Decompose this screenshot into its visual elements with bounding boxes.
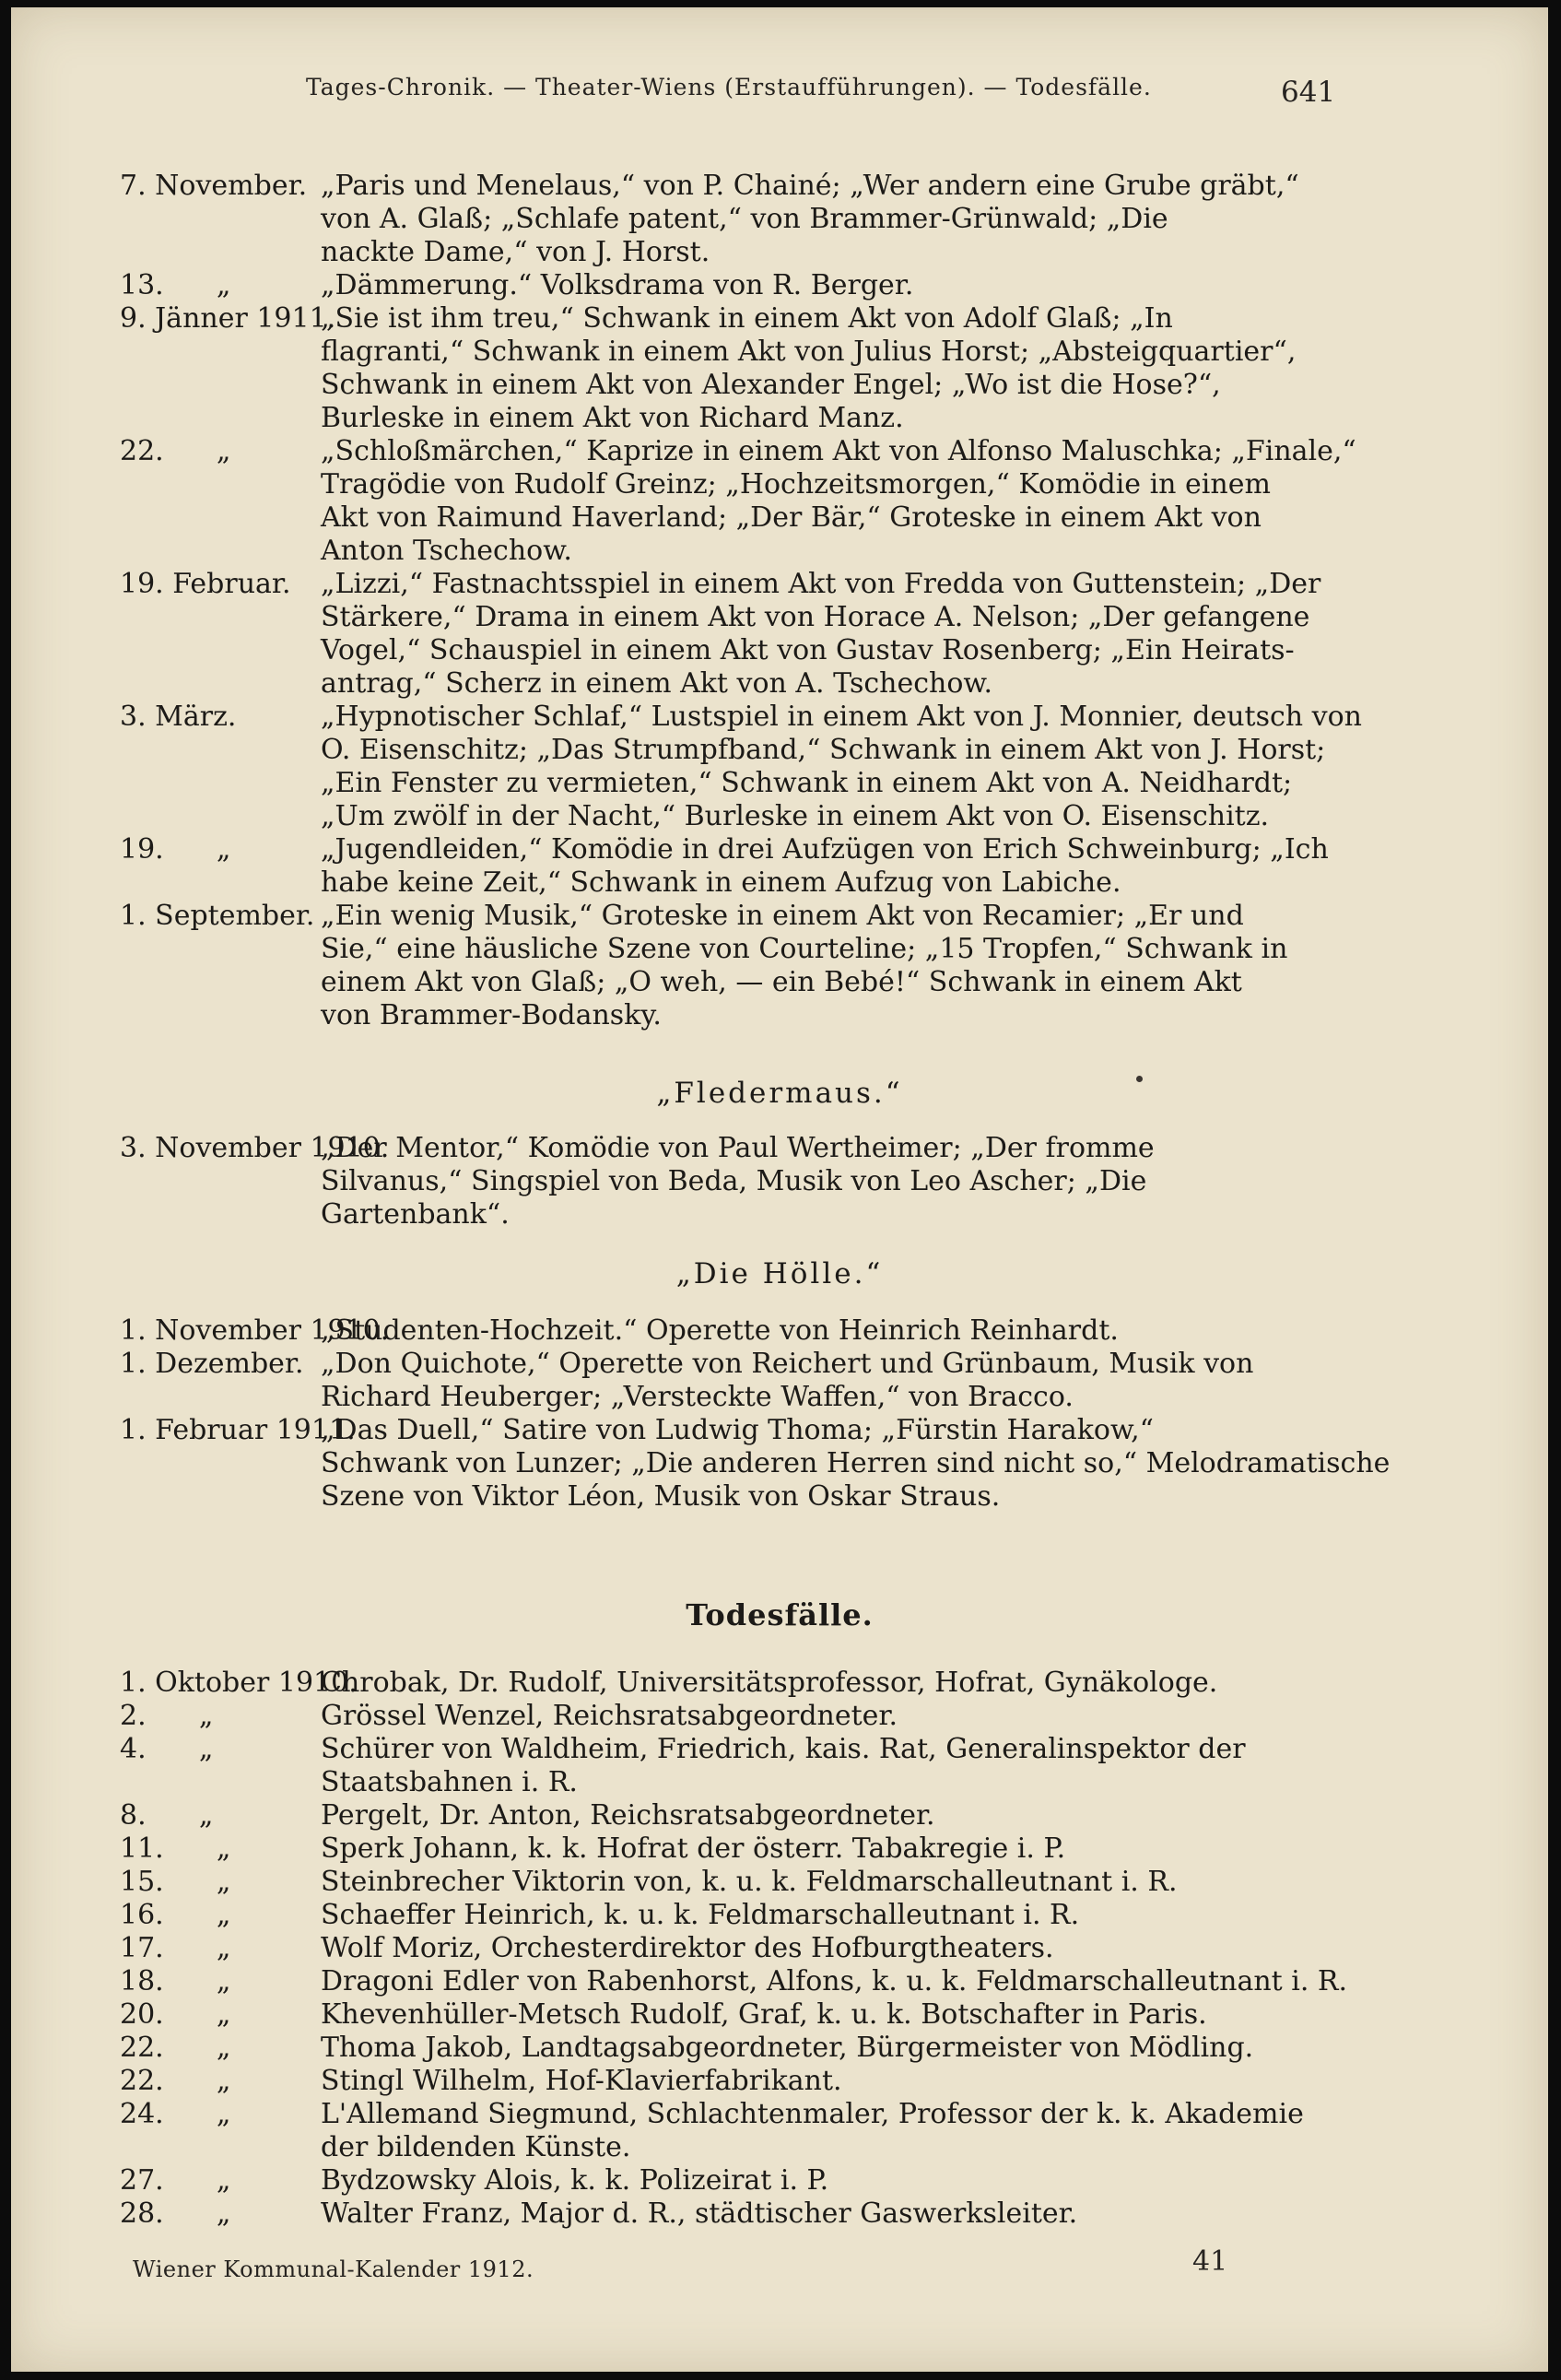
header-title: Tages-Chronik. — Theater-Wiens (Erstaufführungen). — Todesfälle. bbox=[306, 74, 1152, 100]
entry-date: 22. „ bbox=[120, 2032, 231, 2064]
entry-line: Sperk Johann, k. k. Hofrat der österr. Tabakregie i. P. bbox=[321, 1832, 1066, 1865]
entry-line: Burleske in einem Akt von Richard Manz. bbox=[321, 402, 904, 434]
entry-line: „Paris und Menelaus,“ von P. Chainé; „Wer andern eine Grube gräbt,“ bbox=[321, 170, 1299, 202]
entry-line: „Das Duell,“ Satire von Ludwig Thoma; „Fürstin Harakow,“ bbox=[321, 1414, 1154, 1446]
entry-date: 28. „ bbox=[120, 2197, 231, 2230]
entry-date: 2. „ bbox=[120, 1700, 214, 1732]
entry-date: 22. „ bbox=[120, 435, 231, 467]
entry-line: von Brammer-Bodansky. bbox=[321, 999, 662, 1031]
entry-line: „Der Mentor,“ Komödie von Paul Wertheimer; „Der fromme bbox=[321, 1132, 1155, 1164]
entry-line: Szene von Viktor Léon, Musik von Oskar Straus. bbox=[321, 1480, 1001, 1513]
entry-line: L'Allemand Siegmund, Schlachtenmaler, Professor der k. k. Akademie bbox=[321, 2098, 1304, 2130]
entry-date: 22. „ bbox=[120, 2065, 231, 2097]
entry-date: 18. „ bbox=[120, 1965, 231, 1997]
entry-date: 8. „ bbox=[120, 1799, 214, 1832]
entry-line: „Studenten-Hochzeit.“ Operette von Heinrich Reinhardt. bbox=[321, 1314, 1119, 1347]
entry-line: „Hypnotischer Schlaf,“ Lustspiel in einem Akt von J. Monnier, deutsch von bbox=[321, 701, 1362, 733]
entry-line: „Jugendleiden,“ Komödie in drei Aufzügen von Erich Schweinburg; „Ich bbox=[321, 833, 1329, 866]
entry-line: Steinbrecher Viktorin von, k. u. k. Feldmarschalleutnant i. R. bbox=[321, 1866, 1178, 1898]
entry-date: 13. „ bbox=[120, 269, 231, 301]
entry-date: 11. „ bbox=[120, 1832, 231, 1865]
entry-line: Dragoni Edler von Rabenhorst, Alfons, k. u. k. Feldmarschalleutnant i. R. bbox=[321, 1965, 1348, 1997]
entry-line: „Um zwölf in der Nacht,“ Burleske in einem Akt von O. Eisenschitz. bbox=[321, 800, 1270, 832]
entry-line: Schwank von Lunzer; „Die anderen Herren sind nicht so,“ Melodramatische bbox=[321, 1447, 1391, 1479]
entry-line: Akt von Raimund Haverland; „Der Bär,“ Groteske in einem Akt von bbox=[321, 501, 1262, 534]
entry-date: 9. Jänner 1911. bbox=[120, 302, 336, 335]
entry-line: Schwank in einem Akt von Alexander Engel; „Wo ist die Hose?“, bbox=[321, 369, 1221, 401]
entry-line: „Schloßmärchen,“ Kaprize in einem Akt von Alfonso Maluschka; „Finale,“ bbox=[321, 435, 1356, 467]
entry-line: Khevenhüller-Metsch Rudolf, Graf, k. u. k. Botschafter in Paris. bbox=[321, 1998, 1207, 2031]
entry-date: 27. „ bbox=[120, 2164, 231, 2197]
entry-line: antrag,“ Scherz in einem Akt von A. Tschechow. bbox=[321, 667, 993, 700]
footer-publication: Wiener Kommunal-Kalender 1912. bbox=[133, 2256, 534, 2282]
entry-date: 7. November. bbox=[120, 170, 308, 202]
entry-line: Tragödie von Rudolf Greinz; „Hochzeitsmorgen,“ Komödie in einem bbox=[321, 468, 1271, 501]
entry-date: 1. November 1910. bbox=[120, 1314, 390, 1347]
entry-line: Pergelt, Dr. Anton, Reichsratsabgeordneter. bbox=[321, 1799, 935, 1832]
book-page bbox=[11, 7, 1548, 2372]
section-title: „Die Hölle.“ bbox=[675, 1257, 884, 1290]
entry-line: Chrobak, Dr. Rudolf, Universitätsprofessor, Hofrat, Gynäkologe. bbox=[321, 1667, 1218, 1699]
entry-date: 4. „ bbox=[120, 1733, 214, 1765]
entry-line: Stingl Wilhelm, Hof-Klavierfabrikant. bbox=[321, 2065, 842, 2097]
entry-date: 3. März. bbox=[120, 701, 237, 733]
entry-line: Schaeffer Heinrich, k. u. k. Feldmarschalleutnant i. R. bbox=[321, 1899, 1080, 1931]
entry-line: habe keine Zeit,“ Schwank in einem Aufzug von Labiche. bbox=[321, 866, 1121, 899]
running-header bbox=[11, 74, 1548, 111]
entry-date: 1. September. bbox=[120, 900, 315, 932]
print-speck bbox=[1136, 1076, 1143, 1082]
entry-line: Richard Heuberger; „Versteckte Waffen,“ von Bracco. bbox=[321, 1381, 1074, 1413]
entry-line: „Don Quichote,“ Operette von Reichert und Grünbaum, Musik von bbox=[321, 1348, 1254, 1380]
entry-line: „Ein Fenster zu vermieten,“ Schwank in einem Akt von A. Neidhardt; bbox=[321, 767, 1293, 799]
entry-line: nackte Dame,“ von J. Horst. bbox=[321, 236, 710, 268]
entry-line: Bydzowsky Alois, k. k. Polizeirat i. P. bbox=[321, 2164, 829, 2197]
entry-date: 19. „ bbox=[120, 833, 231, 866]
entry-line: flagranti,“ Schwank in einem Akt von Julius Horst; „Absteigquartier“, bbox=[321, 336, 1297, 368]
entry-line: Thoma Jakob, Landtagsabgeordneter, Bürgermeister von Mödling. bbox=[321, 2032, 1254, 2064]
entry-date: 1. Februar 1911. bbox=[120, 1414, 356, 1446]
entry-date: 16. „ bbox=[120, 1899, 231, 1931]
entry-date: 1. Dezember. bbox=[120, 1348, 304, 1380]
entry-line: „Ein wenig Musik,“ Groteske in einem Akt von Recamier; „Er und bbox=[321, 900, 1244, 932]
section-title: Todesfälle. bbox=[686, 1597, 874, 1632]
entry-date: 15. „ bbox=[120, 1866, 231, 1898]
entry-line: „Sie ist ihm treu,“ Schwank in einem Akt von Adolf Glaß; „In bbox=[321, 302, 1173, 335]
entry-line: Sie,“ eine häusliche Szene von Courteline; „15 Tropfen,“ Schwank in bbox=[321, 933, 1288, 965]
entry-line: Wolf Moriz, Orchesterdirektor des Hofburgtheaters. bbox=[321, 1932, 1054, 1964]
entry-line: Anton Tschechow. bbox=[321, 535, 572, 567]
entry-line: einem Akt von Glaß; „O weh, — ein Bebé!“ Schwank in einem Akt bbox=[321, 966, 1242, 998]
entry-line: der bildenden Künste. bbox=[321, 2131, 631, 2163]
entry-line: Schürer von Waldheim, Friedrich, kais. Rat, Generalinspektor der bbox=[321, 1733, 1246, 1765]
entry-date: 20. „ bbox=[120, 1998, 231, 2031]
entry-date: 1. Oktober 1910. bbox=[120, 1667, 358, 1699]
entry-line: Walter Franz, Major d. R., städtischer Gaswerksleiter. bbox=[321, 2197, 1078, 2230]
entry-line: „Lizzi,“ Fastnachtsspiel in einem Akt von Fredda von Guttenstein; „Der bbox=[321, 568, 1321, 600]
entry-line: Silvanus,“ Singspiel von Beda, Musik von Leo Ascher; „Die bbox=[321, 1165, 1147, 1197]
entry-line: von A. Glaß; „Schlafe patent,“ von Brammer-Grünwald; „Die bbox=[321, 203, 1168, 235]
entry-line: Gartenbank“. bbox=[321, 1198, 510, 1231]
entry-date: 3. November 1910. bbox=[120, 1132, 390, 1164]
entry-date: 17. „ bbox=[120, 1932, 231, 1964]
entry-line: O. Eisenschitz; „Das Strumpfband,“ Schwank in einem Akt von J. Horst; bbox=[321, 734, 1326, 766]
entry-line: Stärkere,“ Drama in einem Akt von Horace A. Nelson; „Der gefangene bbox=[321, 601, 1310, 633]
entry-date: 24. „ bbox=[120, 2098, 231, 2130]
entry-date: 19. Februar. bbox=[120, 568, 291, 600]
entry-line: Staatsbahnen i. R. bbox=[321, 1766, 578, 1798]
entry-line: Vogel,“ Schauspiel in einem Akt von Gustav Rosenberg; „Ein Heirats- bbox=[321, 634, 1295, 666]
section-title: „Fledermaus.“ bbox=[656, 1077, 903, 1110]
footer-signature: 41 bbox=[1192, 2245, 1228, 2278]
page-number: 641 bbox=[1281, 76, 1336, 109]
entry-line: Grössel Wenzel, Reichsratsabgeordneter. bbox=[321, 1700, 898, 1732]
entry-line: „Dämmerung.“ Volksdrama von R. Berger. bbox=[321, 269, 914, 301]
